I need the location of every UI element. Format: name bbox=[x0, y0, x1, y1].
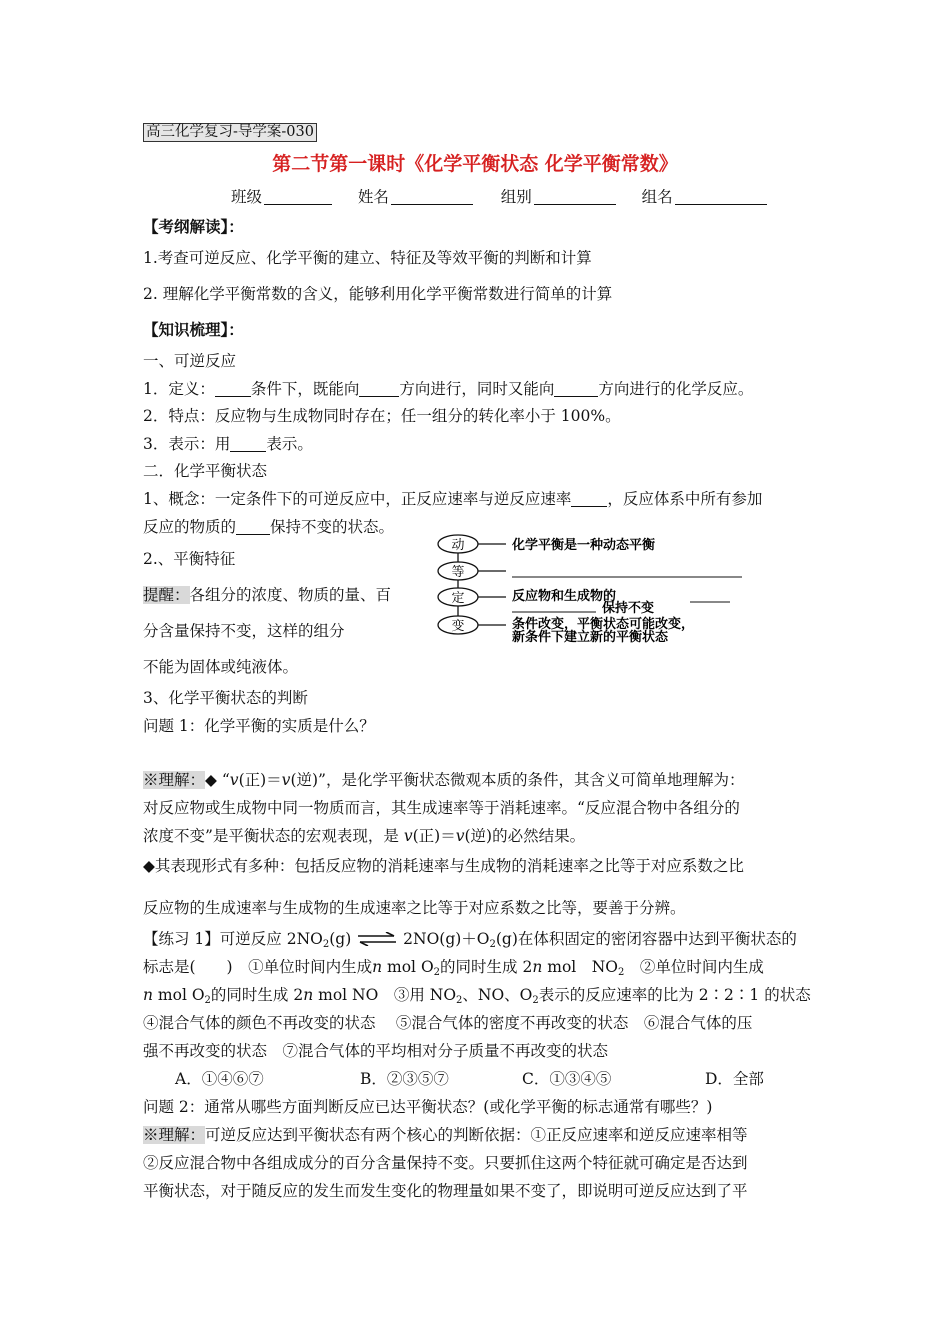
field-group-label: 组别 bbox=[500, 188, 532, 206]
exercise-1-line3: n mol $O_2$的同时生成 2n mol NO ③用 $NO_2$、NO、$O_2$表示的反应速率的比为 2∶2∶1 的状态 bbox=[143, 986, 811, 1006]
understand-4-line3: 平衡状态，对于随反应的发生而发生变化的物理量如果不变了，即说明可逆反应达到了平 bbox=[143, 1182, 748, 1200]
ding-text-1: 反应物和生成物的 bbox=[512, 589, 617, 604]
understand-3: 反应物的生成速率与生成物的生成速率之比等于对应系数之比等，要善于分辨。 bbox=[143, 899, 686, 917]
question-1: 问题 1：化学平衡的实质是什么？ bbox=[143, 717, 375, 735]
understand-2: ◆其表现形式有多种：包括反应物的消耗速率与生成物的消耗速率之比等于对应系数之比 bbox=[143, 857, 744, 875]
exercise-1-line5: 强不再改变的状态 ⑦混合气体的平均相对分子质量不再改变的状态 bbox=[143, 1042, 609, 1060]
blank[interactable] bbox=[554, 381, 598, 397]
header-tag: 高三化学复习-导学案-030 bbox=[143, 123, 317, 142]
field-groupname-blank[interactable] bbox=[675, 188, 767, 205]
s2-concept-line1: 1、概念：一定条件下的可逆反应中，正反应速率与逆反应速率 ，反应体系中所有参加 bbox=[143, 490, 763, 508]
s1-definition: 1．定义： 条件下，既能向 方向进行，同时又能向 方向进行的化学反应。 bbox=[143, 380, 754, 398]
option-d[interactable]: D．全部 bbox=[705, 1070, 764, 1088]
field-class-blank[interactable] bbox=[264, 188, 332, 205]
tip-line-3: 不能为固体或纯液体。 bbox=[143, 658, 299, 676]
s3-title: 3、化学平衡状态的判断 bbox=[143, 689, 308, 707]
s2-concept-line2: 反应的物质的 保持不变的状态。 bbox=[143, 518, 395, 536]
equilibrium-arrow-icon bbox=[356, 932, 398, 946]
exercise-1-line1: 【练习 1】可逆反应 $2NO_2(g)$ $2NO(g)+O_2(g)$在体积固定的密闭容器中达到平衡状态的 bbox=[143, 930, 797, 950]
field-group-blank[interactable] bbox=[534, 188, 616, 205]
node-bian-label: 变 bbox=[451, 619, 465, 634]
s1-feature: 2．特点：反应物与生成物同时存在；任一组分的转化率小于 100%。 bbox=[143, 407, 621, 425]
blank[interactable] bbox=[236, 519, 270, 535]
understand-label-2: ※理解： bbox=[143, 1126, 206, 1144]
section-zhishi: 【知识梳理】： bbox=[143, 320, 244, 339]
field-name-label: 姓名 bbox=[357, 188, 389, 206]
option-b[interactable]: B．②③⑤⑦ bbox=[360, 1070, 449, 1088]
tip-line-1: 提醒：各组分的浓度、物质的量、百 bbox=[143, 586, 392, 604]
s1-title: 一、可逆反应 bbox=[143, 352, 237, 370]
kaogang-item-2: 2. 理解化学平衡常数的含义，能够利用化学平衡常数进行简单的计算 bbox=[143, 285, 613, 303]
ding-text-2: 保持不变 bbox=[602, 601, 655, 616]
equilibrium-features-diagram bbox=[434, 532, 794, 648]
field-groupname-label: 组名 bbox=[641, 188, 673, 206]
understand-1-line3: 浓度不变”是平衡状态的宏观表现，是 v(正)＝v(逆)的必然结果。 bbox=[143, 827, 586, 845]
tip-line-2: 分含量保持不变，这样的组分 bbox=[143, 622, 345, 640]
node-deng-label: 等 bbox=[451, 565, 465, 580]
name-fields bbox=[231, 187, 767, 207]
node-ding-label: 定 bbox=[451, 591, 465, 606]
option-c[interactable]: C．①③④⑤ bbox=[522, 1070, 612, 1088]
understand-1-line1: ※理解：◆ “v(正)＝v(逆)”，是化学平衡状态微观本质的条件，其含义可简单地理解为： bbox=[143, 771, 745, 789]
understand-1-line2: 对反应物或生成物中同一物质而言，其生成速率等于消耗速率。“反应混合物中各组分的 bbox=[143, 799, 740, 817]
tip-label: 提醒： bbox=[143, 586, 190, 604]
understand-4-line1: ※理解：可逆反应达到平衡状态有两个核心的判断依据：①正反应速率和逆反应速率相等 bbox=[143, 1126, 748, 1144]
section-kaogang: 【考纲解读】： bbox=[143, 217, 244, 236]
bian-text-1: 条件改变，平衡状态可能改变， bbox=[512, 617, 695, 632]
s2-title: 二．化学平衡状态 bbox=[143, 462, 268, 480]
blank[interactable] bbox=[359, 381, 399, 397]
field-name-blank[interactable] bbox=[391, 188, 473, 205]
field-class-label: 班级 bbox=[231, 188, 263, 206]
exercise-1-line2: 标志是( ) ①单位时间内生成n mol $O_2$的同时生成 2n mol $NO_2$ ②单位时间内生成 bbox=[143, 958, 764, 978]
blank[interactable] bbox=[215, 381, 251, 397]
page-title: 第二节第一课时《化学平衡状态 化学平衡常数》 bbox=[272, 153, 678, 175]
bian-text-2: 新条件下建立新的平衡状态 bbox=[512, 630, 669, 645]
dong-text: 化学平衡是一种动态平衡 bbox=[512, 538, 656, 553]
blank[interactable] bbox=[230, 436, 266, 452]
question-2: 问题 2：通常从哪些方面判断反应已达平衡状态？(或化学平衡的标志通常有哪些？) bbox=[143, 1098, 713, 1116]
exercise-1-line4: ④混合气体的颜色不再改变的状态 ⑤混合气体的密度不再改变的状态 ⑥混合气体的压 bbox=[143, 1014, 753, 1032]
s1-representation: 3．表示：用 表示。 bbox=[143, 435, 313, 453]
understand-4-line2: ②反应混合物中各组成成分的百分含量保持不变。只要抓住这两个特征就可确定是否达到 bbox=[143, 1154, 748, 1172]
s2-feature: 2.、平衡特征 bbox=[143, 550, 236, 568]
option-a[interactable]: A．①④⑥⑦ bbox=[175, 1070, 264, 1088]
blank[interactable] bbox=[571, 491, 607, 507]
understand-label: ※理解： bbox=[143, 771, 206, 789]
node-dong-label: 动 bbox=[451, 538, 465, 553]
kaogang-item-1: 1.考查可逆反应、化学平衡的建立、特征及等效平衡的判断和计算 bbox=[143, 249, 592, 267]
